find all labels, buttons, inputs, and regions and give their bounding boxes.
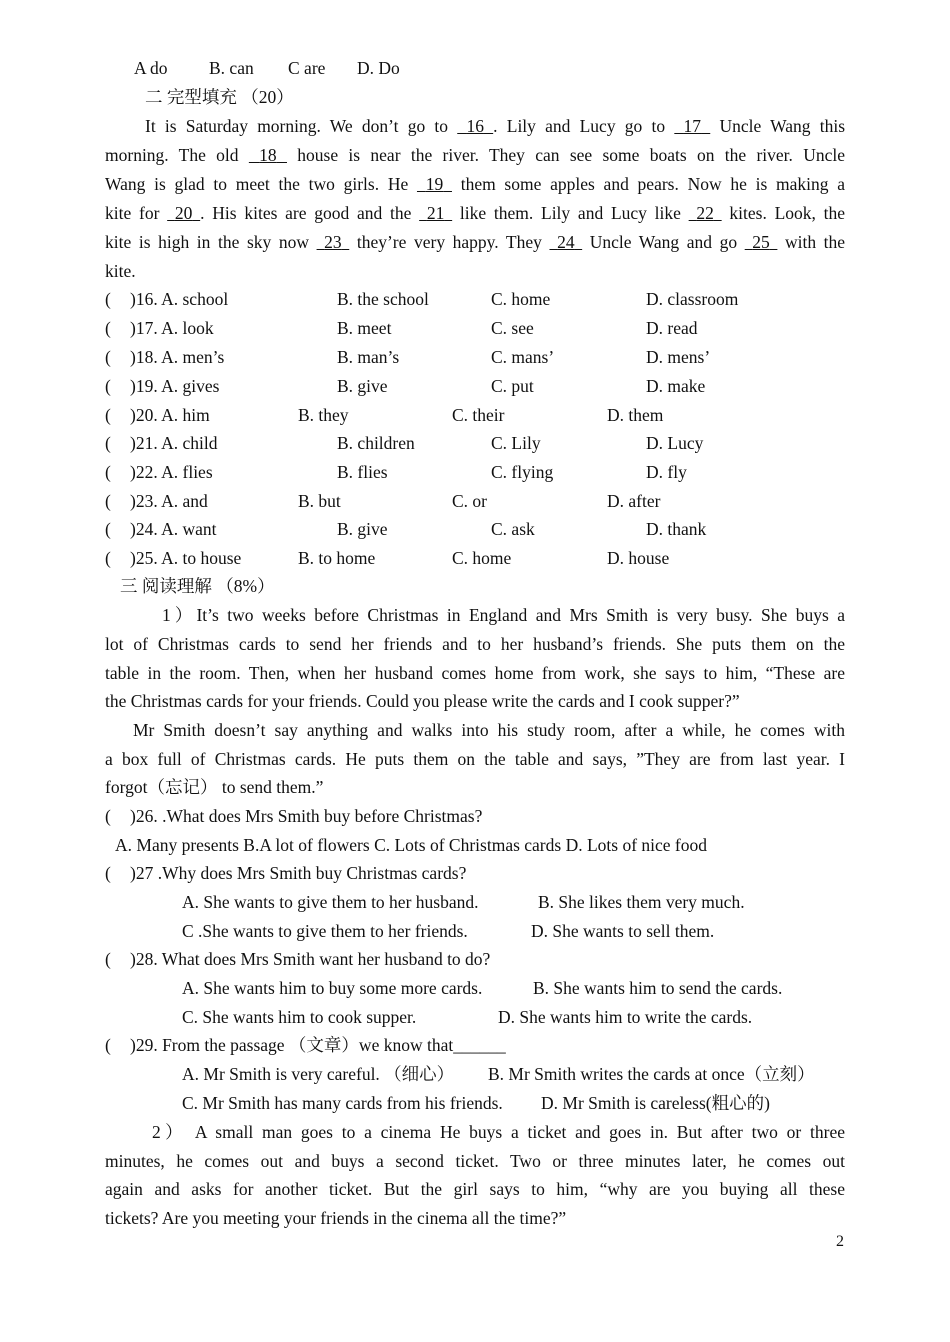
blank-20: 20 xyxy=(174,203,193,223)
answer-paren[interactable]: ( xyxy=(105,318,111,338)
question-stem: )29. From the passage （文章）we know that______ xyxy=(130,1035,506,1055)
option-b: B. Mr Smith writes the cards at once（立刻） xyxy=(488,1064,815,1084)
option-c: C. home xyxy=(491,289,551,309)
section2-heading: 二 完型填充 （20） xyxy=(145,87,294,107)
page-number: 2 xyxy=(836,1233,844,1250)
option-d: D. read xyxy=(646,318,698,338)
question-options: A. Many presents B.A lot of flowers C. Lots of Christmas cards D. Lots of nice food xyxy=(115,835,708,855)
option-b: B. man’s xyxy=(337,347,400,367)
option-b: B. children xyxy=(337,433,415,453)
passage1-line-1: 1）It’s two weeks before Christmas in England and Mrs Smith is very busy. She buys a xyxy=(162,605,845,625)
option-c: C. She wants him to cook supper. xyxy=(182,1007,417,1027)
passage2-line-1: 2） A small man goes to a cinema He buys a ticket and goes in. But after two or three xyxy=(152,1122,845,1142)
option-a: A. Mr Smith is very careful. （细心） xyxy=(182,1064,455,1084)
question-stem: )22. A. flies xyxy=(130,462,213,482)
option-c: C. Lily xyxy=(491,433,541,453)
option-d: D. She wants him to write the cards. xyxy=(498,1007,753,1027)
answer-paren[interactable]: ( xyxy=(105,491,111,511)
blank-23: 23 xyxy=(324,232,342,252)
option-d: D. Mr Smith is careless(粗心的) xyxy=(541,1093,770,1113)
answer-paren[interactable]: ( xyxy=(105,863,111,883)
option-c: C. their xyxy=(452,405,505,425)
option-c: C. put xyxy=(491,376,534,396)
passage1-line-6: a box full of Christmas cards. He puts them on the table and says, ”They are from last year. I xyxy=(105,749,845,769)
passage1-line-3: table in the room. Then, when her husband comes home from work, she says to him, “These are xyxy=(105,663,845,683)
passage1-line-4: the Christmas cards for your friends. Could you please write the cards and I cook supper?” xyxy=(105,691,740,711)
answer-paren[interactable]: ( xyxy=(105,519,111,539)
question-stem: )20. A. him xyxy=(130,405,210,425)
question-stem: )27 .Why does Mrs Smith buy Christmas cards? xyxy=(130,863,467,883)
passage1-line-2: lot of Christmas cards to send her friends and to her husband’s friends. She puts them on the xyxy=(105,634,845,654)
cloze-line-5: kite is high in the sky now 23 they’re very happy. They 24 Uncle Wang and go 25 with the xyxy=(105,232,846,252)
option-b: B. meet xyxy=(337,318,392,338)
option-d: D. make xyxy=(646,376,706,396)
option-b: B. but xyxy=(298,491,341,511)
option-d: D. thank xyxy=(646,519,707,539)
option-d: D. fly xyxy=(646,462,687,482)
question-stem: )18. A. men’s xyxy=(130,347,225,367)
answer-paren[interactable]: ( xyxy=(105,462,111,482)
option-d: D. after xyxy=(607,491,661,511)
answer-paren[interactable]: ( xyxy=(105,289,111,309)
option-b: B. flies xyxy=(337,462,388,482)
option-c: C. Mr Smith has many cards from his friends. xyxy=(182,1093,503,1113)
option-d: D. Lucy xyxy=(646,433,704,453)
option-d: D. house xyxy=(607,548,670,568)
prev-option-d: D. Do xyxy=(357,58,400,78)
blank-21: 21 xyxy=(426,203,445,223)
passage1-line-7: forgot（忘记） to send them.” xyxy=(105,777,324,797)
option-a: A. She wants to give them to her husband. xyxy=(182,892,479,912)
prev-option-a: A do xyxy=(134,58,168,78)
blank-16: 16 xyxy=(466,116,484,136)
cloze-line-3: Wang is glad to meet the two girls. He 19 them some apples and pears. Now he is making a xyxy=(105,174,846,194)
answer-paren[interactable]: ( xyxy=(105,1035,111,1055)
option-b: B. the school xyxy=(337,289,429,309)
cloze-line-6: kite. xyxy=(105,261,136,281)
question-stem: )25. A. to house xyxy=(130,548,242,568)
option-c: C. or xyxy=(452,491,487,511)
blank-17: 17 xyxy=(683,116,702,136)
cloze-line-1: It is Saturday morning. We don’t go to 16 . Lily and Lucy go to 17 Uncle Wang this xyxy=(145,116,846,136)
answer-paren[interactable]: ( xyxy=(105,806,111,826)
passage2-line-4: tickets? Are you meeting your friends in the cinema all the time?” xyxy=(105,1208,567,1228)
option-c: C. ask xyxy=(491,519,535,539)
option-d: D. mens’ xyxy=(646,347,711,367)
option-d: D. them xyxy=(607,405,664,425)
option-b: B. to home xyxy=(298,548,376,568)
blank-18: 18 xyxy=(259,145,277,165)
blank-22: 22 xyxy=(696,203,714,223)
cloze-line-4: kite for 20 . His kites are good and the 21 like them. Lily and Lucy like 22 kites. Look, the xyxy=(105,203,846,223)
answer-paren[interactable]: ( xyxy=(105,376,111,396)
option-c: C. home xyxy=(452,548,512,568)
passage2-line-2: minutes, he comes out and buys a second ticket. Two or three minutes later, he comes out xyxy=(105,1151,845,1171)
answer-paren[interactable]: ( xyxy=(105,548,111,568)
option-b: B. they xyxy=(298,405,349,425)
option-d: D. classroom xyxy=(646,289,739,309)
blank-25: 25 xyxy=(752,232,770,252)
prev-option-b: B. can xyxy=(209,58,254,78)
question-stem: )17. A. look xyxy=(130,318,214,338)
option-c: C .She wants to give them to her friends. xyxy=(182,921,468,941)
cloze-line-2: morning. The old 18 house is near the river. They can see some boats on the river. Uncle xyxy=(105,145,845,165)
answer-paren[interactable]: ( xyxy=(105,949,111,969)
question-stem: )19. A. gives xyxy=(130,376,220,396)
answer-paren[interactable]: ( xyxy=(105,433,111,453)
section3-heading: 三 阅读理解 （8%） xyxy=(120,576,275,596)
option-b: B. She likes them very much. xyxy=(538,892,745,912)
answer-paren[interactable]: ( xyxy=(105,347,111,367)
option-c: C. flying xyxy=(491,462,554,482)
option-c: C. mans’ xyxy=(491,347,555,367)
blank-24: 24 xyxy=(557,232,575,252)
option-c: C. see xyxy=(491,318,534,338)
option-d: D. She wants to sell them. xyxy=(531,921,715,941)
question-stem: )26. .What does Mrs Smith buy before Christmas? xyxy=(130,806,483,826)
passage1-line-5: Mr Smith doesn’t say anything and walks into his study room, after a while, he comes with xyxy=(133,720,845,740)
option-b: B. give xyxy=(337,519,388,539)
question-stem: )16. A. school xyxy=(130,289,229,309)
prev-option-c: C are xyxy=(288,58,326,78)
option-b: B. She wants him to send the cards. xyxy=(533,978,783,998)
option-b: B. give xyxy=(337,376,388,396)
question-stem: )24. A. want xyxy=(130,519,217,539)
passage2-line-3: again and asks for another ticket. But the girl says to him, “why are you buying all these xyxy=(105,1179,845,1199)
question-stem: )21. A. child xyxy=(130,433,218,453)
blank-19: 19 xyxy=(425,174,444,194)
question-stem: )28. What does Mrs Smith want her husband to do? xyxy=(130,949,491,969)
option-a: A. She wants him to buy some more cards. xyxy=(182,978,483,998)
answer-paren[interactable]: ( xyxy=(105,405,111,425)
question-stem: )23. A. and xyxy=(130,491,208,511)
